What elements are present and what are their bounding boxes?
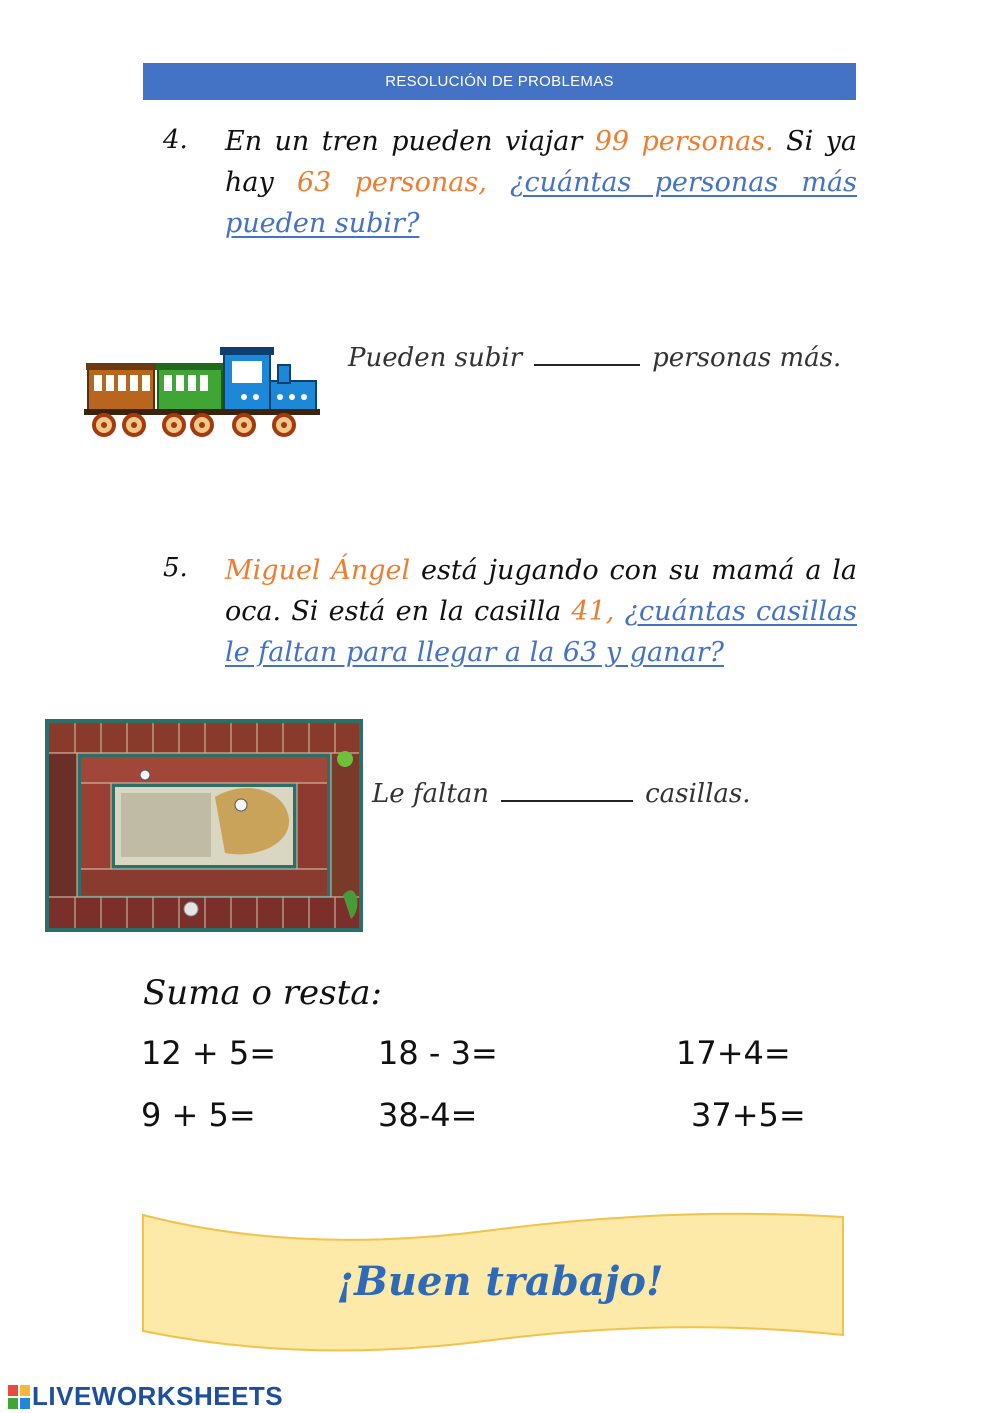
problem-5-question-part1: ¿cuántas casillas le faltan para llegar a la bbox=[225, 596, 857, 668]
footer-logo-text: LIVEWORKSHEETS bbox=[32, 1381, 284, 1411]
problem-5-number-41: 41, bbox=[571, 596, 615, 627]
footer-logo bbox=[8, 1381, 283, 1412]
problem-5-answer-prefix: Le faltan bbox=[372, 779, 490, 809]
liveworksheets-logo-icon bbox=[8, 1385, 30, 1409]
exercise-item: 9 + 5= bbox=[141, 1096, 256, 1134]
problem-4-answer-prefix: Pueden subir bbox=[348, 343, 523, 373]
exercise-item: 38-4= bbox=[378, 1096, 478, 1134]
problem-4-part1: En un tren pueden viajar bbox=[225, 126, 595, 157]
goose-game-board-image bbox=[45, 719, 363, 932]
problem-5-answer-blank[interactable] bbox=[501, 778, 633, 802]
exercise-item: 12 + 5= bbox=[141, 1034, 277, 1072]
exercises-title: Suma o resta: bbox=[143, 973, 382, 1013]
train-image bbox=[84, 345, 322, 440]
problem-5-text bbox=[225, 550, 857, 673]
header-title: RESOLUCIÓN DE PROBLEMAS bbox=[385, 73, 614, 90]
problem-4-number-63: 63 personas, bbox=[296, 167, 487, 198]
page-header bbox=[143, 63, 856, 100]
problem-5-answer-suffix: casillas. bbox=[645, 779, 751, 809]
banner-text: ¡Buen trabajo! bbox=[336, 1258, 664, 1305]
problem-4-answer-blank[interactable] bbox=[534, 342, 640, 366]
problem-5-number: 5. bbox=[163, 553, 188, 583]
problem-4-answer-suffix: personas más. bbox=[652, 343, 842, 373]
problem-4-number-99: 99 personas. bbox=[594, 126, 774, 157]
problem-5-part1: está jugando con su mamá a la oca. Si está en la casilla bbox=[225, 555, 857, 627]
problem-4-answer bbox=[348, 342, 841, 373]
problem-4-number: 4. bbox=[163, 125, 188, 155]
problem-4-question: ¿cuántas personas más pueden subir? bbox=[225, 167, 857, 239]
problem-4-text bbox=[225, 121, 857, 244]
problem-5-question-part2: y ganar? bbox=[597, 637, 724, 668]
problem-5-number-63: 63 bbox=[562, 637, 598, 668]
problem-5-name: Miguel Ángel bbox=[225, 555, 411, 586]
problem-4-part2: Si ya hay bbox=[225, 126, 858, 198]
exercise-item: 37+5= bbox=[691, 1096, 806, 1134]
exercise-item: 18 - 3= bbox=[378, 1034, 498, 1072]
problem-5-answer bbox=[372, 778, 751, 809]
exercise-item: 17+4= bbox=[676, 1034, 791, 1072]
